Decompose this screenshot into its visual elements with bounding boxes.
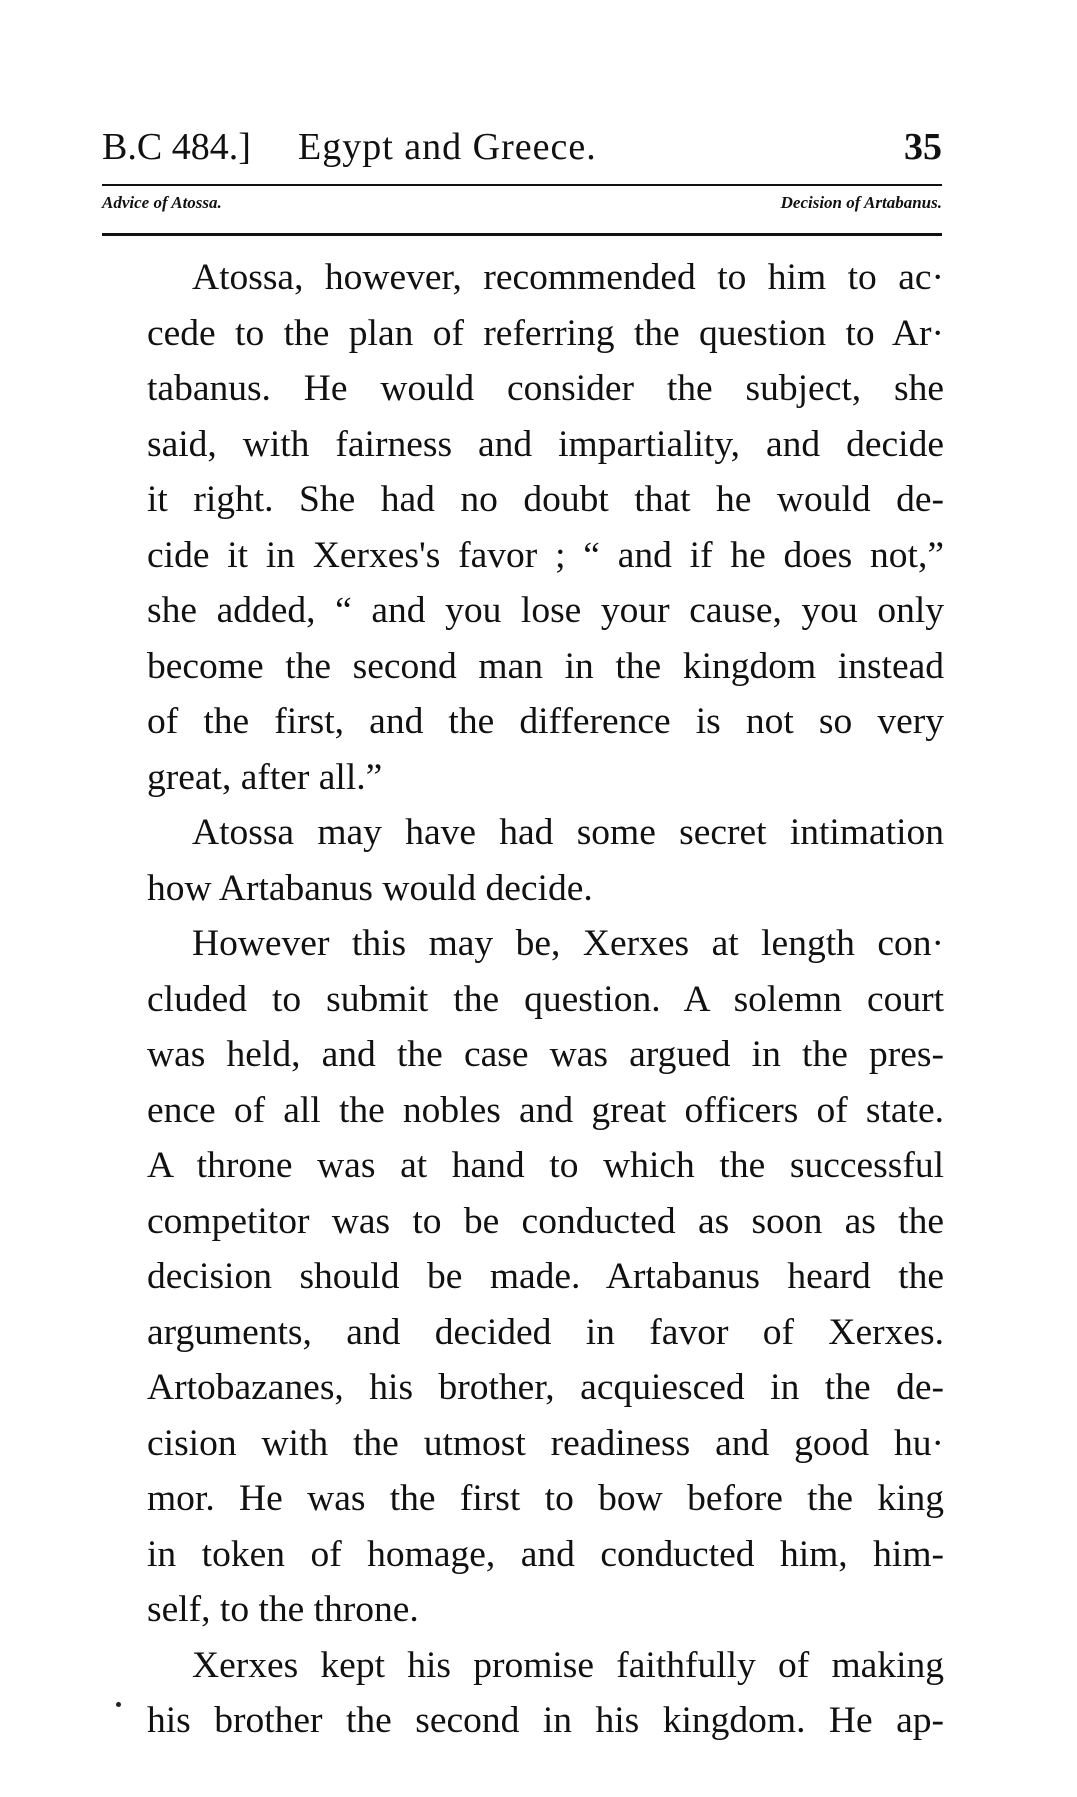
paragraph xyxy=(102,916,944,1638)
paragraph xyxy=(102,1638,944,1749)
text-line: cide it in Xerxes's favor ; “ and if he does not,” xyxy=(147,534,944,576)
text-line: Xerxes kept his promise faithfully of making xyxy=(192,1644,944,1686)
text-line: in token of homage, and conducted him, him- xyxy=(147,1533,944,1575)
paragraph xyxy=(102,250,944,805)
text-line: great, after all.” xyxy=(147,756,383,798)
text-line: cede to the plan of referring the question to Ar· xyxy=(147,312,944,354)
text-line: become the second man in the kingdom instead xyxy=(147,645,944,687)
text-line: self, to the throne. xyxy=(147,1589,419,1630)
text-line: how Artabanus would decide. xyxy=(147,867,593,909)
text-line: Artobazanes, his brother, acquiesced in the de- xyxy=(147,1367,944,1408)
text-line: cluded to submit the question. A solemn court xyxy=(147,978,944,1020)
text-line: arguments, and decided in favor of Xerxes. xyxy=(147,1311,944,1353)
header-rule-top xyxy=(102,184,942,186)
sidenote-left: Advice of Atossa. xyxy=(102,193,222,212)
text-line: of the first, and the difference is not so very xyxy=(147,701,944,742)
header-rule-bottom xyxy=(102,233,942,236)
text-line: mor. He was the first to bow before the king xyxy=(147,1478,944,1519)
text-line: tabanus. He would consider the subject, she xyxy=(147,368,944,409)
paragraph xyxy=(102,805,944,916)
text-line: Atossa may have had some secret intimation xyxy=(192,812,944,853)
body-text xyxy=(102,250,944,1749)
text-line: she added, “ and you lose your cause, you only xyxy=(147,590,944,631)
text-line: ence of all the nobles and great officers of state. xyxy=(147,1089,944,1131)
running-head-date: B.C 484.] xyxy=(102,126,251,168)
text-line: Atossa, however, recommended to him to ac· xyxy=(192,257,944,298)
running-head xyxy=(102,122,942,172)
text-line: A throne was at hand to which the successful xyxy=(147,1145,944,1186)
text-line: was held, and the case was argued in the pres- xyxy=(147,1034,944,1075)
sidenote-right: Decision of Artabanus. xyxy=(780,193,942,212)
text-line: competitor was to be conducted as soon as the xyxy=(147,1200,944,1242)
text-line: said, with fairness and impartiality, and decide xyxy=(147,423,944,465)
text-line: decision should be made. Artabanus heard the xyxy=(147,1256,944,1297)
page-number: 35 xyxy=(904,126,942,168)
print-speck xyxy=(116,1702,121,1707)
text-line: cision with the utmost readiness and good hu· xyxy=(147,1422,944,1464)
marginal-headings xyxy=(102,190,942,216)
text-line: his brother the second in his kingdom. He ap- xyxy=(147,1700,944,1741)
text-line: it right. She had no doubt that he would de- xyxy=(147,479,944,520)
text-line: However this may be, Xerxes at length con· xyxy=(192,923,944,964)
running-head-title: Egypt and Greece. xyxy=(298,126,597,168)
